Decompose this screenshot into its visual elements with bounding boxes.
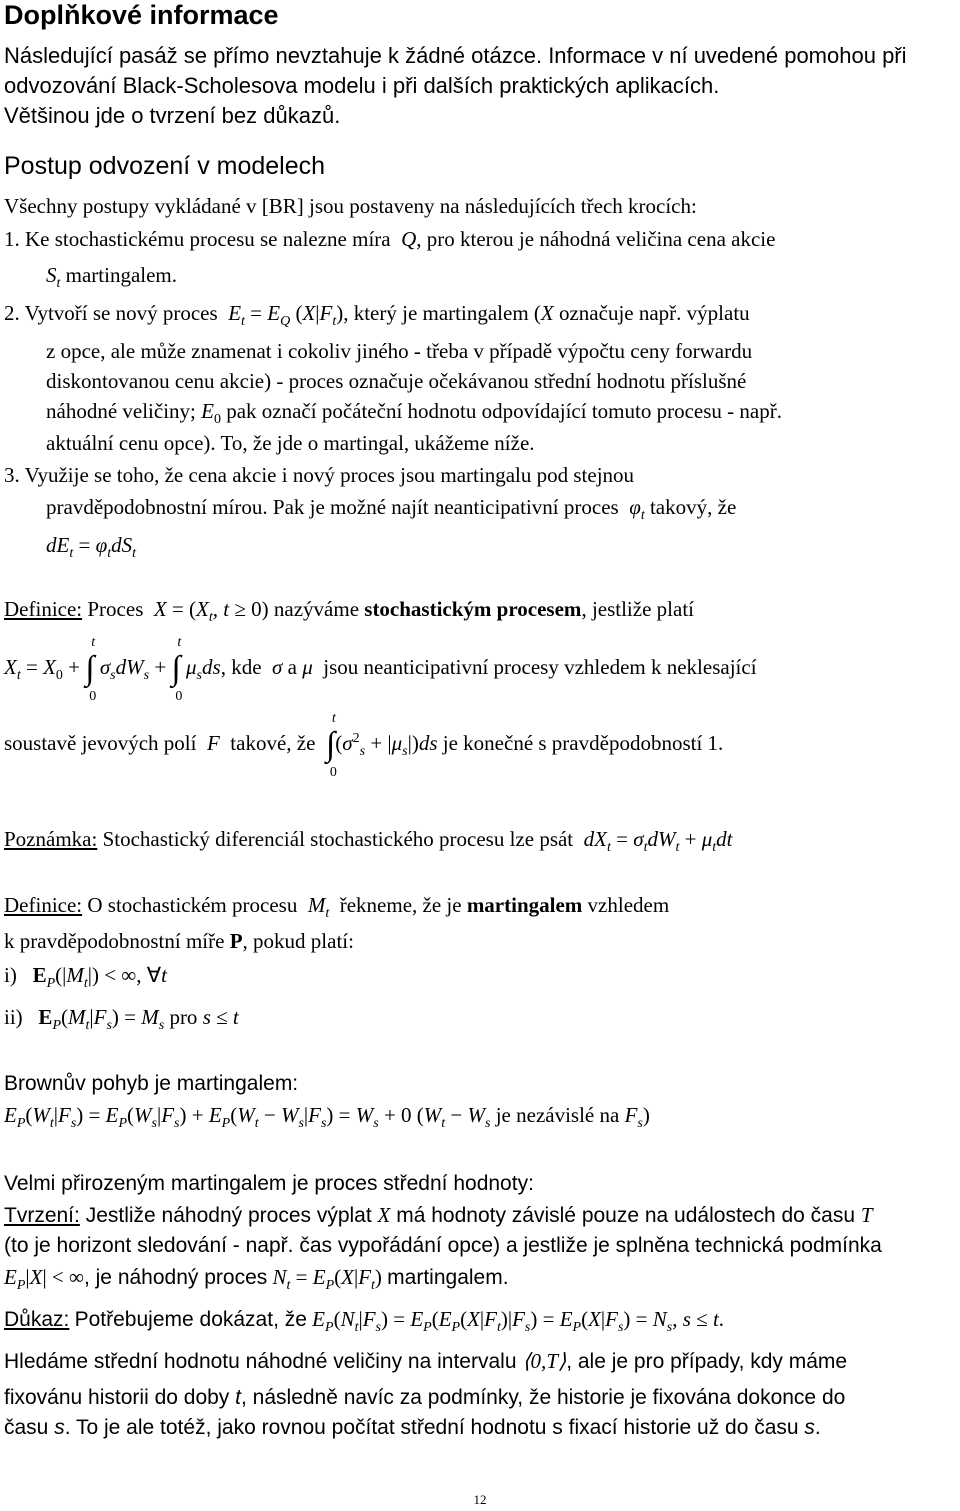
steps-intro: Všechny postupy vykládané v [BR] jsou postaveny na následujících třech krocích: (4, 194, 697, 218)
intro-line-3: Většinou jde o tvrzení bez důkazů. (4, 103, 341, 128)
definition-2-line-2: k pravděpodobnostní míře P, pokud platí: (4, 929, 354, 953)
theorem-line-2: (to je horizont sledování - např. čas vypořádání opce) a jestliže je splněna technická podmínka (4, 1234, 882, 1257)
step-2-line-3: diskontovanou cenu akcie) - proces označuje očekávanou střední hodnotu příslušné (46, 369, 747, 393)
step-2-line-1: 2. Vytvoří se nový proces $E_t = E_Q$ $(X|F_t)$, který je martingalem (X označuje např. výplatu (4, 301, 750, 330)
formula-dE: $dE_t = \varphi_tdS_t$ (46, 533, 136, 562)
step-2-line-5: aktuální cenu opce). To, že jde o martingal, ukážeme níže. (46, 431, 535, 455)
brownian-formula: $E_P(W_t|F_s) = E_P(W_s|F_s) + E_P(W_t - W_s|F_s) = W_s + 0$ ($W_t - W_s$ je nezávislé na $F_s$) (4, 1103, 650, 1132)
definition-2-line-1: Definice: O stochastickém procesu $M_t$ řekneme, že je martingalem vzhledem (4, 893, 670, 922)
definition-2-condition-ii: ii) $E_P(M_t|F_s) = M_s$ pro s ≤ t (4, 1005, 239, 1034)
theorem-line-1: Tvrzení: Jestliže náhodný proces výplat X má hodnoty závislé pouze na událostech do času T (4, 1203, 873, 1227)
definition-2-condition-i: i) $E_P(|M_t|)$ < ∞, ∀t (4, 963, 167, 992)
closing-line-2: fixovánu historii do doby t, následně navíc za podmínky, že historie je fixována dokonce do (4, 1386, 846, 1409)
step-2-line-2: z opce, ale může znamenat i cokoliv jiného - třeba v případě výpočtu ceny forwardu (46, 339, 753, 363)
natural-martingale: Velmi přirozeným martingalem je proces střední hodnoty: (4, 1172, 534, 1195)
definition-1-formula: $X_t = X_0$ + ∫ t 0 $\sigma_sdW_s$ + ∫ t 0 $\mu_sds$, kde σ a μ jsou neanticipativní procesy vzhledem k neklesající (4, 635, 757, 704)
step-3-line-1: 3. Využije se toho, že cena akcie i nový proces jsou martingalu pod stejnou (4, 463, 635, 487)
step-1-line-2: $S_t$ martingalem. (46, 263, 178, 292)
step-1-line-1: 1. Ke stochastickému procesu se nalezne míra Q, pro kterou je náhodná veličina cena akcie (4, 227, 776, 251)
closing-line-1: Hledáme střední hodnotu náhodné veličiny na intervalu ⟨0,T⟩, ale je pro případy, kdy máme (4, 1349, 848, 1373)
note-line: Poznámka: Stochastický diferenciál stochastického procesu lze psát $dX_t = \sigma_tdW_t + \mu_tdt$ (4, 827, 733, 856)
section-subheading: Postup odvození v modelech (4, 152, 326, 180)
closing-line-3: času s. To je ale totéž, jako rovnou počítat střední hodnotu s fixací historie už do času s. (4, 1416, 821, 1439)
brownian-title: Brownův pohyb je martingalem: (4, 1072, 299, 1095)
theorem-line-3: $E_P|X|$ < ∞, je náhodný proces $N_t = E_P(X|F_t)$ martingalem. (4, 1265, 509, 1294)
proof-line: Důkaz: Potřebujeme dokázat, že $E_P(N_t|F_s) = E_P(E_P(X|F_t)|F_s) = E_P(X|F_s) = N_s$, s ≤ t. (4, 1307, 725, 1336)
page-number: 12 (473, 1492, 487, 1507)
definition-1-line-3: soustavě jevových polí F takové, že ∫ t 0 $(\sigma^2_s + |\mu_s|)ds$ je konečné s pravděpodobností 1. (4, 711, 724, 780)
step-3-line-2: pravděpodobnostní mírou. Pak je možné najít neanticipativní proces $\varphi_t$ takový, že (46, 495, 737, 524)
intro-line-1: Následující pasáž se přímo nevztahuje k žádné otázce. Informace v ní uvedené pomohou při (4, 43, 907, 68)
step-2-line-4: náhodné veličiny; $E_0$ pak označí počáteční hodnotu odpovídající tomuto procesu - např. (46, 399, 782, 428)
page-heading: Doplňkové informace (4, 0, 279, 30)
definition-1-line-1: Definice: Proces $X = (X_t$, t ≥ 0) nazýváme stochastickým procesem, jestliže platí (4, 597, 694, 626)
intro-line-2: odvozování Black-Scholesova modelu i při dalších praktických aplikacích. (4, 73, 720, 98)
